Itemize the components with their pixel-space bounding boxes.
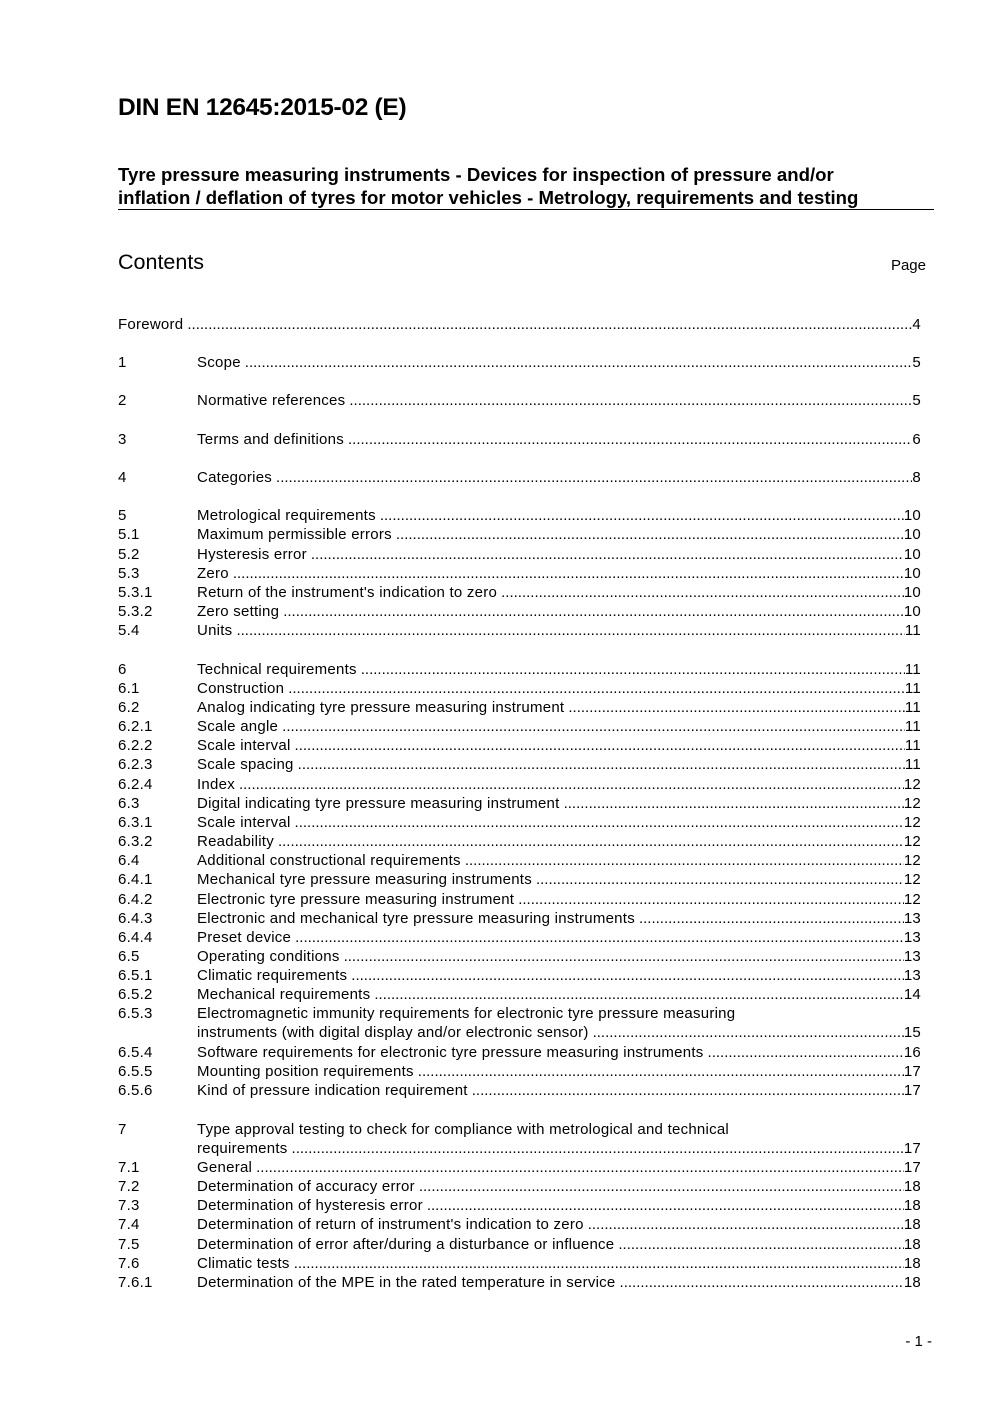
toc-dot-leader [283, 602, 904, 621]
toc-entry[interactable] [118, 775, 921, 794]
toc-entry-title[interactable]: Determination of the MPE in the rated temperature in service [197, 1274, 616, 1291]
toc-entry-line [118, 1196, 921, 1215]
toc-entry-line [118, 545, 921, 564]
toc-entry-title[interactable]: Mechanical tyre pressure measuring instruments [197, 871, 532, 888]
toc-entry[interactable] [118, 832, 921, 851]
toc-entry-page[interactable]: 12 [903, 871, 921, 888]
toc-entry-page[interactable]: 17 [903, 1159, 921, 1176]
toc-entry-page[interactable]: 14 [903, 986, 921, 1003]
title-underline-rule [118, 209, 934, 210]
toc-entry-page[interactable]: 10 [903, 584, 921, 601]
toc-entry-line [118, 736, 921, 755]
toc-entry-page[interactable]: 12 [903, 814, 921, 831]
toc-entry[interactable] [118, 698, 921, 717]
toc-entry-number: 6.2.4 [118, 776, 153, 793]
toc-dot-leader [501, 583, 904, 602]
toc-entry-number: 7.2 [118, 1178, 140, 1195]
toc-entry-title[interactable]: Analog indicating tyre pressure measuring instrument [197, 699, 565, 716]
toc-entry-number: 5 [118, 507, 127, 524]
toc-entry-line [118, 602, 921, 621]
toc-entry-number: Foreword [118, 316, 184, 333]
toc-entry[interactable] [118, 468, 921, 487]
toc-entry-page[interactable]: 13 [903, 948, 921, 965]
toc-dot-leader [349, 391, 912, 410]
toc-entry-title[interactable]: Electronic and mechanical tyre pressure measuring instruments [197, 910, 635, 927]
toc-entry[interactable] [118, 506, 921, 525]
toc-dot-leader [245, 353, 913, 372]
toc-entry-number: 6.4.3 [118, 910, 153, 927]
toc-entry-page[interactable]: 11 [904, 737, 921, 754]
toc-entry-page[interactable]: 13 [903, 910, 921, 927]
toc-entry-number: 5.3 [118, 565, 140, 582]
toc-dot-leader [708, 1043, 904, 1062]
toc-entry-page[interactable]: 18 [903, 1216, 921, 1233]
toc-entry-line [118, 1062, 921, 1081]
toc-entry-page[interactable]: 11 [904, 680, 921, 697]
toc-entry[interactable] [118, 928, 921, 947]
contents-heading: Contents [118, 250, 205, 274]
toc-entry-number: 6.5.2 [118, 986, 153, 1003]
toc-entry-line [118, 1215, 921, 1234]
toc-entry-line [118, 660, 921, 679]
toc-entry-number: 6.3.1 [118, 814, 153, 831]
toc-entry[interactable] [118, 890, 921, 909]
toc-entry-title[interactable]: Kind of pressure indication requirement [197, 1082, 468, 1099]
toc-entry-page[interactable]: 10 [903, 526, 921, 543]
toc-entry-line [118, 391, 921, 410]
toc-entry-line [118, 947, 921, 966]
toc-entry[interactable] [118, 545, 921, 564]
toc-entry[interactable] [118, 525, 921, 544]
toc-entry-number: 5.1 [118, 526, 140, 543]
page-number: - 1 - [905, 1333, 932, 1350]
toc-entry-line [118, 928, 921, 947]
toc-entry-title[interactable]: Units [197, 622, 233, 639]
toc-dot-leader [276, 468, 912, 487]
toc-entry-title[interactable]: Electromagnetic immunity requirements for electronic tyre pressure measuring [197, 1005, 736, 1022]
toc-entry-line [118, 679, 921, 698]
toc-entry-line [118, 813, 921, 832]
toc-entry-number: 6.2 [118, 699, 140, 716]
toc-entry-line [118, 1158, 921, 1177]
toc-entry-line [118, 851, 921, 870]
toc-entry-page[interactable]: 18 [903, 1274, 921, 1291]
toc-entry-number: 5.3.1 [118, 584, 153, 601]
toc-entry-line [118, 564, 921, 583]
toc-dot-leader [294, 1254, 904, 1273]
toc-dot-leader [348, 430, 912, 449]
toc-dot-leader [298, 755, 905, 774]
toc-dot-leader [588, 1215, 904, 1234]
toc-entry-number: 6.5.5 [118, 1063, 153, 1080]
toc-entry-title[interactable]: Type approval testing to check for compliance with metrological and technical [197, 1121, 730, 1138]
toc-entry-title[interactable]: Determination of return of instrument's indication to zero [197, 1216, 584, 1233]
toc-entry-title[interactable]: Determination of error after/during a disturbance or influence [197, 1236, 615, 1253]
toc-entry-title[interactable]: Scale angle [197, 718, 279, 735]
toc-entry-line [118, 1273, 921, 1292]
toc-entry[interactable] [118, 755, 921, 774]
toc-entry-line [118, 1235, 921, 1254]
toc-dot-leader [593, 1023, 904, 1042]
toc-entry[interactable] [118, 1081, 921, 1100]
toc-entry-number: 5.4 [118, 622, 140, 639]
toc-entry[interactable] [118, 985, 921, 1004]
toc-dot-leader [278, 832, 904, 851]
toc-entry-title[interactable]: Categories [197, 469, 273, 486]
document-id: DIN EN 12645:2015-02 (E) [118, 94, 407, 121]
toc-entry-title[interactable]: Scale spacing [197, 756, 294, 773]
toc-dot-leader [427, 1196, 904, 1215]
toc-dot-leader [295, 928, 904, 947]
document-title-line-1: Tyre pressure measuring instruments - Devices for inspection of pressure and/or [118, 164, 834, 185]
toc-entry[interactable] [118, 353, 921, 372]
toc-entry-title-continuation[interactable]: requirements [197, 1140, 288, 1158]
toc-entry[interactable] [118, 870, 921, 889]
toc-dot-leader [295, 813, 904, 832]
toc-entry-line [118, 353, 921, 372]
toc-entry-line [118, 525, 921, 544]
document-title-line-2: inflation / deflation of tyres for motor vehicles - Metrology, requirements and testing [118, 187, 859, 208]
toc-entry-number: 7.1 [118, 1159, 140, 1176]
toc-entry[interactable] [118, 1273, 921, 1292]
toc-entry[interactable] [118, 430, 921, 449]
toc-dot-leader [465, 851, 904, 870]
toc-entry-line [118, 1120, 921, 1139]
toc-entry-number: 6.1 [118, 680, 140, 697]
toc-entry-page[interactable]: 17 [903, 1140, 921, 1158]
toc-entry-page[interactable]: 10 [903, 603, 921, 620]
toc-entry[interactable] [118, 564, 921, 583]
toc-entry-line [118, 506, 921, 525]
toc-entry-title[interactable]: Construction [197, 680, 285, 697]
toc-dot-leader [472, 1081, 904, 1100]
toc-entry[interactable] [118, 813, 921, 832]
toc-entry-line [118, 870, 921, 889]
toc-entry-line [118, 909, 921, 928]
toc-dot-leader [518, 890, 904, 909]
toc-entry-title[interactable]: Technical requirements [197, 661, 357, 678]
toc-dot-leader [361, 660, 905, 679]
toc-entry[interactable] [118, 1062, 921, 1081]
toc-entry-title[interactable]: Climatic tests [197, 1255, 290, 1272]
toc-entry-number: 5.3.2 [118, 603, 153, 620]
toc-dot-leader [380, 506, 904, 525]
toc-entry[interactable] [118, 909, 921, 928]
document-title [118, 163, 933, 209]
toc-entry-number: 6.5.3 [118, 1005, 153, 1022]
toc-entry-line [118, 1177, 921, 1196]
toc-dot-leader [311, 545, 904, 564]
toc-entry[interactable] [118, 1235, 921, 1254]
toc-entry-page[interactable]: 18 [903, 1236, 921, 1253]
toc-entry[interactable] [118, 583, 921, 602]
toc-entry-title[interactable]: Preset device [197, 929, 292, 946]
toc-entry-title[interactable]: Index [197, 776, 235, 793]
toc-entry-page[interactable]: 8 [912, 469, 921, 486]
toc-entry-title[interactable]: Return of the instrument's indication to zero [197, 584, 498, 601]
toc-entry-line [118, 430, 921, 449]
toc-entry-title[interactable]: Software requirements for electronic tyre pressure measuring instruments [197, 1044, 704, 1061]
toc-entry[interactable] [118, 717, 921, 736]
toc-entry-number: 6.5.4 [118, 1044, 153, 1061]
toc-entry-page[interactable]: 11 [904, 622, 921, 639]
toc-entry-title[interactable]: General [197, 1159, 253, 1176]
toc-dot-leader [568, 698, 905, 717]
toc-entry-line [118, 985, 921, 1004]
toc-entry[interactable] [118, 1120, 921, 1158]
toc-entry-number: 6.4.4 [118, 929, 153, 946]
page-column-label: Page [890, 257, 926, 274]
toc-entry-page[interactable]: 16 [903, 1044, 921, 1061]
toc-entry-line [118, 1043, 921, 1062]
toc-entry-number: 6.5 [118, 948, 140, 965]
toc-entry-page[interactable]: 11 [904, 699, 921, 716]
toc-entry-title[interactable]: Mounting position requirements [197, 1063, 414, 1080]
toc-entry-page[interactable]: 12 [903, 891, 921, 908]
toc-dot-leader [419, 1177, 904, 1196]
toc-entry-continuation-line [118, 1139, 921, 1158]
toc-entry-number: 6.2.2 [118, 737, 153, 754]
toc-entry-line [118, 890, 921, 909]
toc-entry-number: 6.5.1 [118, 967, 153, 984]
toc-dot-leader [536, 870, 904, 889]
toc-entry[interactable] [118, 660, 921, 679]
toc-entry-number: 3 [118, 431, 127, 448]
toc-entry-number: 6.4.1 [118, 871, 153, 888]
toc-entry-number: 6.4 [118, 852, 140, 869]
toc-entry-number: 6.4.2 [118, 891, 153, 908]
toc-entry[interactable] [118, 679, 921, 698]
toc-entry-number: 7 [118, 1121, 127, 1138]
toc-entry-page[interactable]: 18 [903, 1178, 921, 1195]
toc-entry-title[interactable]: Zero [197, 565, 229, 582]
toc-entry-title-continuation[interactable]: instruments (with digital display and/or electronic sensor) [197, 1024, 589, 1042]
toc-entry-page[interactable]: 13 [903, 929, 921, 946]
toc-entry-number: 2 [118, 392, 127, 409]
toc-entry-title[interactable]: Determination of hysteresis error [197, 1197, 423, 1214]
toc-entry-continuation-line [118, 1023, 921, 1042]
toc-entry-title[interactable]: Determination of accuracy error [197, 1178, 415, 1195]
toc-dot-leader [288, 679, 905, 698]
toc-entry-line [118, 1254, 921, 1273]
toc-entry[interactable] [118, 736, 921, 755]
toc-entry-number: 7.6 [118, 1255, 140, 1272]
toc-entry-title[interactable]: Scale interval [197, 814, 291, 831]
toc-dot-leader [351, 966, 904, 985]
toc-dot-leader [564, 794, 904, 813]
toc-entry-page[interactable]: 10 [903, 507, 921, 524]
toc-entry-line [118, 315, 921, 334]
toc-entry[interactable] [118, 1004, 921, 1042]
toc-dot-leader [292, 1139, 904, 1158]
toc-entry-page[interactable]: 10 [903, 546, 921, 563]
toc-dot-leader [344, 947, 904, 966]
toc-entry[interactable] [118, 315, 921, 334]
toc-entry-title[interactable]: Readability [197, 833, 274, 850]
toc-entry[interactable] [118, 851, 921, 870]
toc-entry-line [118, 583, 921, 602]
toc-entry[interactable] [118, 1158, 921, 1177]
toc-dot-leader [295, 736, 905, 755]
toc-entry-title[interactable]: Metrological requirements [197, 507, 376, 524]
toc-entry-title[interactable]: Additional constructional requirements [197, 852, 461, 869]
toc-entry-number: 6 [118, 661, 127, 678]
toc-entry-line [118, 794, 921, 813]
toc-entry-line [118, 698, 921, 717]
toc-entry-number: 6.3.2 [118, 833, 153, 850]
toc-dot-leader [282, 717, 905, 736]
toc-entry-page[interactable]: 12 [903, 833, 921, 850]
toc-entry-line [118, 1004, 921, 1023]
toc-entry[interactable] [118, 1215, 921, 1234]
toc-dot-leader [233, 564, 904, 583]
toc-entry-line [118, 832, 921, 851]
toc-entry-number: 7.4 [118, 1216, 140, 1233]
toc-entry-page[interactable]: 11 [904, 718, 921, 735]
toc-entry-number: 5.2 [118, 546, 140, 563]
toc-dot-leader [374, 985, 903, 1004]
toc-entry[interactable] [118, 602, 921, 621]
toc-entry-number: 4 [118, 469, 127, 486]
toc-entry-page[interactable]: 10 [903, 565, 921, 582]
toc-entry[interactable] [118, 947, 921, 966]
toc-dot-leader [239, 775, 904, 794]
toc-entry[interactable] [118, 621, 921, 640]
toc-entry-number: 6.3 [118, 795, 140, 812]
toc-entry-page[interactable]: 5 [912, 354, 921, 371]
toc-entry-page[interactable]: 11 [904, 661, 921, 678]
toc-entry-title[interactable]: Terms and definitions [197, 431, 344, 448]
toc-dot-leader [396, 525, 904, 544]
toc-entry-title[interactable]: Electronic tyre pressure measuring instrument [197, 891, 515, 908]
toc-entry-number: 7.6.1 [118, 1274, 153, 1291]
toc-entry[interactable] [118, 1254, 921, 1273]
toc-entry-page[interactable]: 17 [903, 1082, 921, 1099]
toc-entry-page[interactable]: 5 [912, 392, 921, 409]
toc-entry-page[interactable]: 15 [903, 1024, 921, 1042]
toc-dot-leader [236, 621, 904, 640]
toc-entry-title[interactable]: Scale interval [197, 737, 291, 754]
toc-entry-line [118, 966, 921, 985]
toc-dot-leader [418, 1062, 904, 1081]
toc-entry-title[interactable]: Hysteresis error [197, 546, 307, 563]
toc-dot-leader [618, 1235, 903, 1254]
toc-dot-leader [620, 1273, 904, 1292]
toc-entry-page[interactable]: 17 [903, 1063, 921, 1080]
toc-entry-title[interactable]: Zero setting [197, 603, 280, 620]
toc-entry-page[interactable]: 4 [912, 316, 921, 333]
toc-entry-page[interactable]: 6 [912, 431, 921, 448]
toc-entry[interactable] [118, 794, 921, 813]
toc-entry[interactable] [118, 966, 921, 985]
toc-entry-title[interactable]: Maximum permissible errors [197, 526, 392, 543]
toc-dot-leader [639, 909, 904, 928]
toc-entry-line [118, 717, 921, 736]
toc-entry-title[interactable]: Operating conditions [197, 948, 340, 965]
toc-entry-number: 6.2.1 [118, 718, 153, 735]
toc-entry[interactable] [118, 1177, 921, 1196]
toc-dot-leader [187, 315, 912, 334]
toc-entry-page[interactable]: 13 [903, 967, 921, 984]
toc-entry-page[interactable]: 12 [903, 795, 921, 812]
toc-entry-line [118, 755, 921, 774]
toc-dot-leader [256, 1158, 904, 1177]
toc-entry-title[interactable]: Normative references [197, 392, 346, 409]
toc-entry[interactable] [118, 1043, 921, 1062]
toc-entry-page[interactable]: 18 [903, 1197, 921, 1214]
toc-entry-title[interactable]: Scope [197, 354, 241, 371]
toc-entry-number: 6.5.6 [118, 1082, 153, 1099]
toc-entry-page[interactable]: 18 [903, 1255, 921, 1272]
toc-entry-line [118, 775, 921, 794]
toc-entry-number: 1 [118, 354, 127, 371]
toc-entry-number: 7.5 [118, 1236, 140, 1253]
toc-entry-page[interactable]: 11 [904, 756, 921, 773]
toc-entry-page[interactable]: 12 [903, 852, 921, 869]
toc-entry-title[interactable]: Digital indicating tyre pressure measuring instrument [197, 795, 560, 812]
toc-entry[interactable] [118, 391, 921, 410]
toc-entry-line [118, 1081, 921, 1100]
toc-entry-page[interactable]: 12 [903, 776, 921, 793]
toc-entry-title[interactable]: Mechanical requirements [197, 986, 371, 1003]
toc-entry[interactable] [118, 1196, 921, 1215]
toc-entry-number: 7.3 [118, 1197, 140, 1214]
toc-entry-line [118, 621, 921, 640]
toc-entry-line [118, 468, 921, 487]
toc-entry-number: 6.2.3 [118, 756, 153, 773]
toc-entry-title[interactable]: Climatic requirements [197, 967, 348, 984]
